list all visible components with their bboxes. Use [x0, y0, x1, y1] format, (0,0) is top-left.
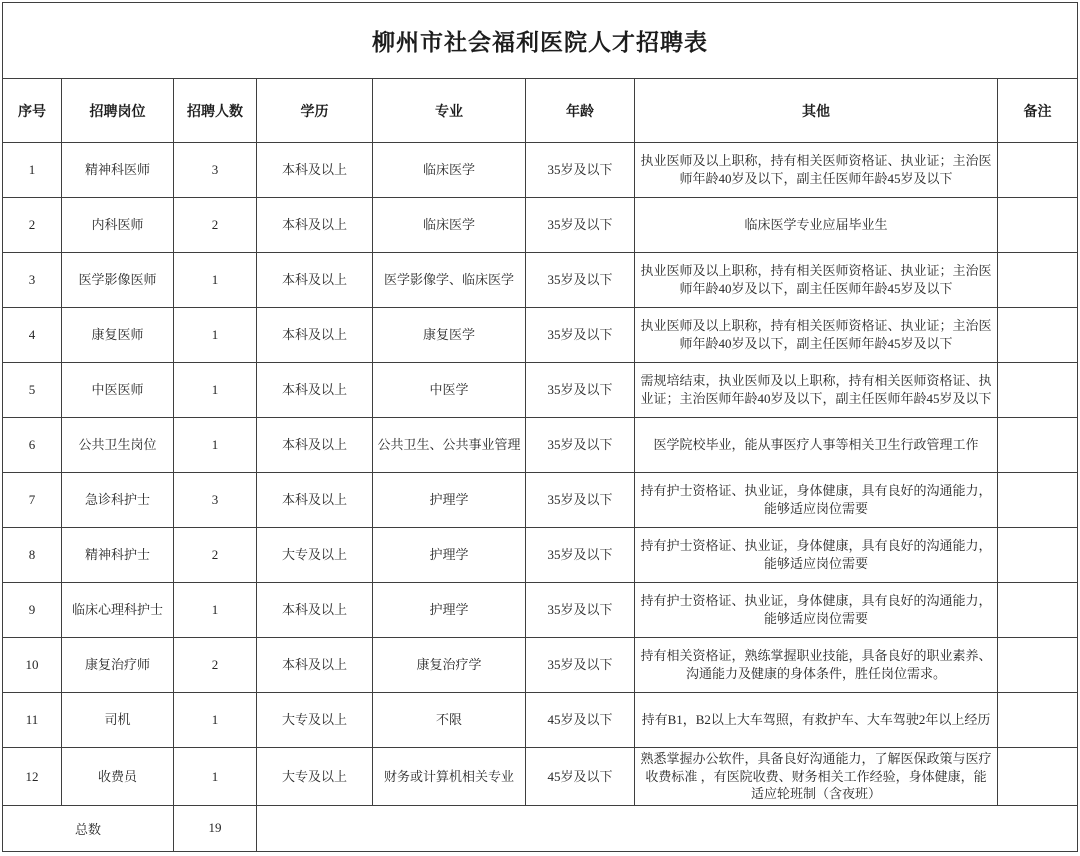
table-body	[3, 143, 1078, 806]
cell-position: 精神科护士	[62, 528, 174, 583]
table-row	[3, 528, 1078, 583]
page-title: 柳州市社会福利医院人才招聘表	[3, 3, 1078, 79]
cell-num: 6	[3, 418, 62, 473]
cell-major: 康复治疗学	[373, 638, 526, 693]
cell-major: 护理学	[373, 583, 526, 638]
cell-note	[998, 143, 1078, 198]
cell-position: 中医医师	[62, 363, 174, 418]
cell-age: 35岁及以下	[526, 528, 635, 583]
cell-age: 45岁及以下	[526, 693, 635, 748]
cell-major: 医学影像学、临床医学	[373, 253, 526, 308]
cell-education: 本科及以上	[257, 363, 373, 418]
header-row	[3, 79, 1078, 143]
cell-num: 7	[3, 473, 62, 528]
cell-count: 1	[174, 418, 257, 473]
cell-education: 大专及以上	[257, 528, 373, 583]
cell-education: 本科及以上	[257, 253, 373, 308]
title-row	[3, 3, 1078, 79]
cell-count: 3	[174, 473, 257, 528]
cell-other: 执业医师及以上职称，持有相关医师资格证、执业证；主治医师年龄40岁及以下，副主任医师年龄45岁及以下	[635, 308, 998, 363]
column-header-age: 年龄	[526, 79, 635, 143]
cell-note	[998, 638, 1078, 693]
table-row	[3, 583, 1078, 638]
cell-num: 2	[3, 198, 62, 253]
cell-num: 9	[3, 583, 62, 638]
cell-note	[998, 198, 1078, 253]
cell-count: 1	[174, 363, 257, 418]
cell-num: 4	[3, 308, 62, 363]
cell-note	[998, 473, 1078, 528]
table-row	[3, 693, 1078, 748]
table-row	[3, 418, 1078, 473]
column-header-major: 专业	[373, 79, 526, 143]
cell-education: 本科及以上	[257, 473, 373, 528]
column-header-note: 备注	[998, 79, 1078, 143]
cell-age: 35岁及以下	[526, 198, 635, 253]
cell-num: 5	[3, 363, 62, 418]
cell-count: 1	[174, 748, 257, 806]
cell-age: 35岁及以下	[526, 473, 635, 528]
cell-major: 临床医学	[373, 198, 526, 253]
total-row	[3, 805, 1078, 851]
cell-age: 35岁及以下	[526, 583, 635, 638]
table-row	[3, 473, 1078, 528]
cell-count: 2	[174, 528, 257, 583]
cell-major: 公共卫生、公共事业管理	[373, 418, 526, 473]
cell-num: 1	[3, 143, 62, 198]
cell-age: 35岁及以下	[526, 253, 635, 308]
total-label: 总数	[3, 805, 174, 851]
cell-position: 临床心理科护士	[62, 583, 174, 638]
cell-count: 2	[174, 198, 257, 253]
cell-education: 本科及以上	[257, 418, 373, 473]
table-row	[3, 143, 1078, 198]
cell-major: 中医学	[373, 363, 526, 418]
cell-position: 收费员	[62, 748, 174, 806]
column-header-position: 招聘岗位	[62, 79, 174, 143]
cell-education: 本科及以上	[257, 583, 373, 638]
cell-other: 持有相关资格证，熟练掌握职业技能，具备良好的职业素养、沟通能力及健康的身体条件，胜任岗位需求。	[635, 638, 998, 693]
cell-other: 持有B1，B2以上大车驾照，有救护车、大车驾驶2年以上经历	[635, 693, 998, 748]
column-header-num: 序号	[3, 79, 62, 143]
cell-major: 临床医学	[373, 143, 526, 198]
total-count: 19	[174, 805, 257, 851]
cell-note	[998, 528, 1078, 583]
cell-note	[998, 418, 1078, 473]
cell-major: 不限	[373, 693, 526, 748]
recruitment-table	[2, 2, 1078, 852]
cell-age: 45岁及以下	[526, 748, 635, 806]
recruitment-sheet	[0, 2, 1080, 856]
cell-education: 本科及以上	[257, 638, 373, 693]
cell-count: 1	[174, 308, 257, 363]
table-row	[3, 308, 1078, 363]
table-row	[3, 748, 1078, 806]
cell-count: 2	[174, 638, 257, 693]
cell-other: 需规培结束，执业医师及以上职称，持有相关医师资格证、执业证；主治医师年龄40岁及以下，副主任医师年龄45岁及以下	[635, 363, 998, 418]
cell-education: 大专及以上	[257, 693, 373, 748]
cell-note	[998, 693, 1078, 748]
cell-count: 1	[174, 253, 257, 308]
cell-note	[998, 748, 1078, 806]
cell-position: 医学影像医师	[62, 253, 174, 308]
cell-age: 35岁及以下	[526, 143, 635, 198]
cell-other: 持有护士资格证、执业证，身体健康，具有良好的沟通能力，能够适应岗位需要	[635, 528, 998, 583]
cell-age: 35岁及以下	[526, 418, 635, 473]
total-empty-cell	[257, 805, 1078, 851]
cell-count: 1	[174, 583, 257, 638]
cell-major: 财务或计算机相关专业	[373, 748, 526, 806]
column-header-education: 学历	[257, 79, 373, 143]
cell-position: 康复医师	[62, 308, 174, 363]
cell-note	[998, 253, 1078, 308]
cell-position: 司机	[62, 693, 174, 748]
cell-num: 3	[3, 253, 62, 308]
table-row	[3, 363, 1078, 418]
cell-other: 执业医师及以上职称，持有相关医师资格证、执业证；主治医师年龄40岁及以下，副主任医师年龄45岁及以下	[635, 143, 998, 198]
cell-major: 护理学	[373, 528, 526, 583]
cell-major: 康复医学	[373, 308, 526, 363]
cell-note	[998, 583, 1078, 638]
cell-other: 临床医学专业应届毕业生	[635, 198, 998, 253]
cell-education: 本科及以上	[257, 308, 373, 363]
cell-note	[998, 308, 1078, 363]
cell-count: 3	[174, 143, 257, 198]
cell-num: 10	[3, 638, 62, 693]
cell-position: 急诊科护士	[62, 473, 174, 528]
cell-position: 精神科医师	[62, 143, 174, 198]
cell-other: 医学院校毕业，能从事医疗人事等相关卫生行政管理工作	[635, 418, 998, 473]
cell-other: 持有护士资格证、执业证，身体健康，具有良好的沟通能力，能够适应岗位需要	[635, 473, 998, 528]
cell-major: 护理学	[373, 473, 526, 528]
cell-other: 持有护士资格证、执业证，身体健康，具有良好的沟通能力，能够适应岗位需要	[635, 583, 998, 638]
table-row	[3, 253, 1078, 308]
cell-position: 内科医师	[62, 198, 174, 253]
cell-education: 大专及以上	[257, 748, 373, 806]
column-header-count: 招聘人数	[174, 79, 257, 143]
cell-count: 1	[174, 693, 257, 748]
cell-num: 11	[3, 693, 62, 748]
cell-age: 35岁及以下	[526, 308, 635, 363]
cell-position: 康复治疗师	[62, 638, 174, 693]
cell-other: 执业医师及以上职称，持有相关医师资格证、执业证；主治医师年龄40岁及以下，副主任医师年龄45岁及以下	[635, 253, 998, 308]
column-header-other: 其他	[635, 79, 998, 143]
cell-num: 12	[3, 748, 62, 806]
table-row	[3, 638, 1078, 693]
table-row	[3, 198, 1078, 253]
cell-other: 熟悉掌握办公软件，具备良好沟通能力，了解医保政策与医疗收费标准 ，有医院收费、财务相关工作经验，身体健康，能适应轮班制（含夜班）	[635, 748, 998, 806]
cell-age: 35岁及以下	[526, 638, 635, 693]
cell-position: 公共卫生岗位	[62, 418, 174, 473]
cell-education: 本科及以上	[257, 143, 373, 198]
cell-education: 本科及以上	[257, 198, 373, 253]
cell-note	[998, 363, 1078, 418]
cell-num: 8	[3, 528, 62, 583]
cell-age: 35岁及以下	[526, 363, 635, 418]
